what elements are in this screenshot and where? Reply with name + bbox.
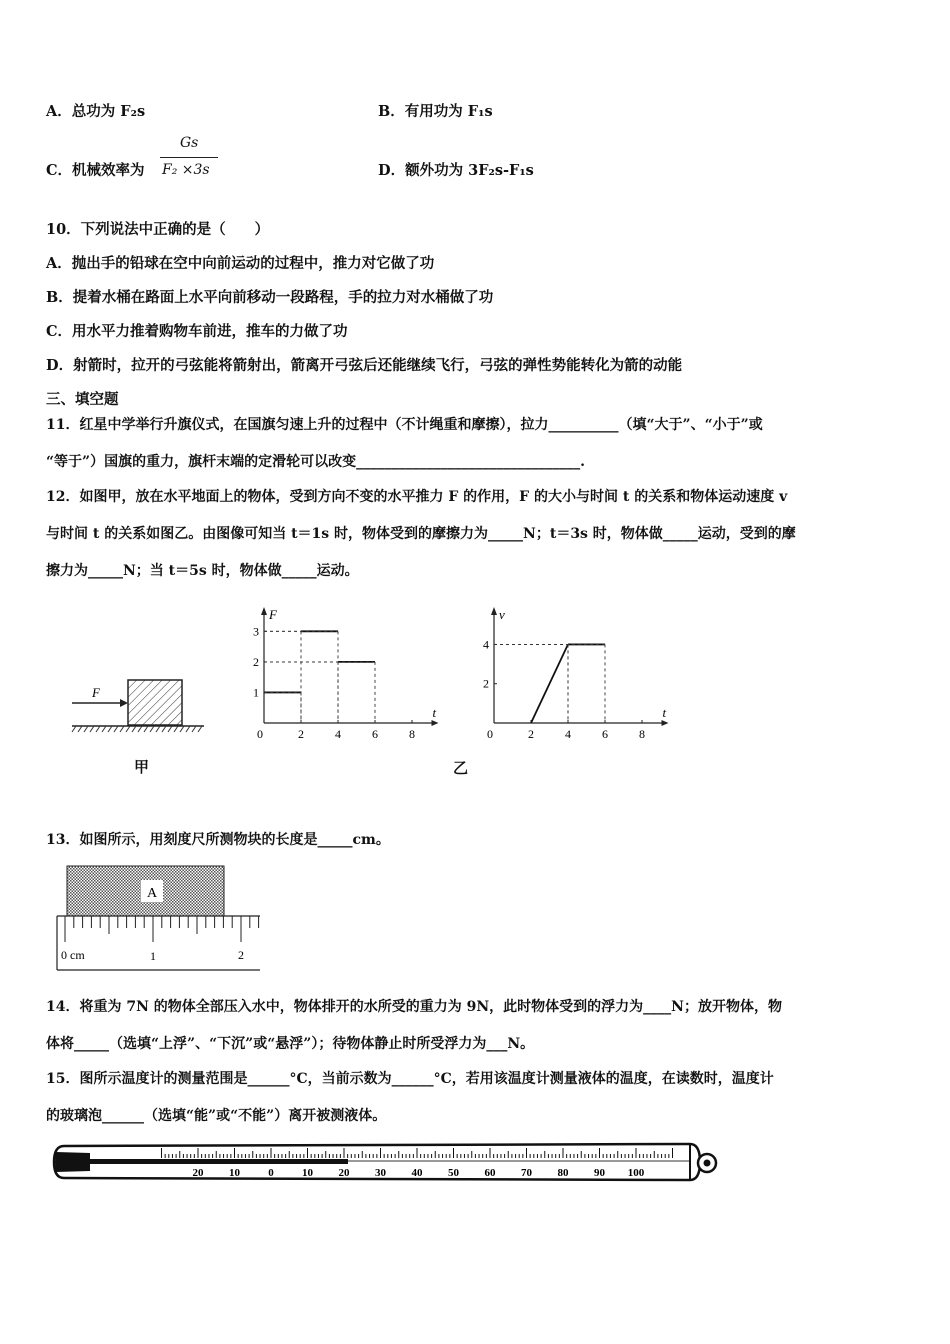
q10-stem: 10．下列说法中正确的是（ ） <box>46 221 270 238</box>
thermometer-scale-label: 60 <box>484 1167 496 1179</box>
velocity-chart-x-label: t <box>662 705 667 720</box>
q9-option-d: D．额外功为 3F₂s-F₁s <box>378 162 534 179</box>
q13-stem: 13．如图所示，用刻度尺所测物块的长度是_____cm。 <box>46 832 390 848</box>
q10-option-b: B．提着水桶在路面上水平向前移动一段路程，手的拉力对水桶做了功 <box>46 289 494 306</box>
force-time-chart <box>250 605 440 745</box>
velocity-chart-y-tick-label: 2 <box>483 676 489 691</box>
force-chart-x-tick-label: 0 <box>257 727 263 741</box>
ruler-figure <box>55 862 270 974</box>
ruler-ticks <box>65 916 259 942</box>
thermometer-scale-label: 50 <box>448 1167 459 1179</box>
thermometer-bulb <box>55 1152 90 1172</box>
thermometer-scale-label: 90 <box>594 1167 605 1179</box>
q14-line-2: 体将_____（选填“上浮”、“下沉”或“悬浮”）；待物体静止时所受浮力为___N。 <box>46 1036 535 1052</box>
q14-line-1: 14．将重为 7N 的物体全部压入水中，物体排开的水所受的重力为 9N，此时物体受到的浮力为____N；放开物体，物 <box>46 999 782 1015</box>
q12-line-1: 12．如图甲，放在水平地面上的物体，受到方向不变的水平推力 F 的作用，F 的大小与时间 t 的关系和物体运动速度 v <box>46 489 788 505</box>
velocity-chart-x-tick-label: 4 <box>565 727 571 741</box>
figure-jia-block-diagram <box>70 670 210 740</box>
velocity-chart-y-label: v <box>499 607 505 622</box>
thermometer-scale-label: 10 <box>302 1167 313 1179</box>
velocity-chart-x-arrow <box>662 720 669 726</box>
q10-option-c: C．用水平力推着购物车前进，推车的力做了功 <box>46 323 348 340</box>
force-chart-y-tick-label: 1 <box>253 685 259 700</box>
q11-line-2: “等于”）国旗的重力，旗杆末端的定滑轮可以改变________________________________. <box>46 454 585 470</box>
velocity-chart-y-tick-label: 4 <box>483 637 489 652</box>
section-title: 三、填空题 <box>46 391 119 408</box>
figure-caption-jia: 甲 <box>134 758 150 776</box>
force-chart-x-tick-label: 4 <box>335 727 341 741</box>
velocity-chart-x-tick-label: 8 <box>639 727 645 741</box>
velocity-chart-x-tick-label: 6 <box>602 727 608 741</box>
fraction-denominator: F₂ ×3s <box>162 162 210 178</box>
ruler-label-0: 0 cm <box>61 948 85 962</box>
liquid-column <box>90 1159 348 1164</box>
force-chart-y-arrow <box>261 607 267 615</box>
ruler-label-2: 2 <box>238 948 244 962</box>
ruler-label-1: 1 <box>150 949 156 963</box>
velocity-chart-x-tick-label: 0 <box>487 727 493 741</box>
force-chart-x-tick-label: 2 <box>298 727 304 741</box>
fraction-bar <box>160 157 218 158</box>
thermometer-scale-label: 20 <box>338 1167 350 1179</box>
force-chart-y-label: F <box>269 607 277 622</box>
force-chart-x-label: t <box>432 705 437 720</box>
thermometer-scale-label: 10 <box>229 1167 240 1179</box>
fraction-numerator: Gs <box>180 135 199 151</box>
force-chart-y-tick-label: 3 <box>253 624 259 639</box>
force-label: F <box>92 685 100 700</box>
velocity-time-chart <box>480 605 670 745</box>
thermometer-figure <box>50 1138 725 1188</box>
q15-line-2: 的玻璃泡______（选填“能”或“不能”）离开被测液体。 <box>46 1108 387 1124</box>
q9-option-b: B．有用功为 F₁s <box>378 103 493 120</box>
thermometer-scale-label: 80 <box>557 1167 569 1179</box>
force-chart-x-tick-label: 6 <box>372 727 378 741</box>
force-chart-y-tick-label: 2 <box>253 654 259 669</box>
hatched-block <box>128 680 182 725</box>
thermometer-scale-label: 20 <box>192 1167 204 1179</box>
thermometer-scale-label: 70 <box>521 1167 532 1179</box>
thermometer-scale-label: 0 <box>268 1167 274 1179</box>
force-chart-x-tick-label: 8 <box>409 727 415 741</box>
velocity-chart-y-arrow <box>491 607 497 615</box>
velocity-chart-x-tick-label: 2 <box>528 727 534 741</box>
q12-line-2: 与时间 t 的关系如图乙。由图像可知当 t＝1s 时，物体受到的摩擦力为_____N；t＝3s 时，物体做_____运动，受到的摩 <box>46 526 796 542</box>
velocity-chart-series-segment <box>531 644 568 723</box>
thermometer-scale-label: 40 <box>411 1167 423 1179</box>
force-chart-x-arrow <box>432 720 439 726</box>
q10-option-a: A．抛出手的铅球在空中向前运动的过程中，推力对它做了功 <box>46 255 435 272</box>
block-label: A <box>146 886 158 901</box>
q12-line-3: 擦力为_____N；当 t＝5s 时，物体做_____运动。 <box>46 563 359 579</box>
thermometer-scale-label: 30 <box>375 1167 386 1179</box>
thermometer-scale-label: 100 <box>627 1167 645 1179</box>
q15-line-1: 15．图所示温度计的测量范围是______°C，当前示数为______°C，若用该温度计测量液体的温度，在读数时，温度计 <box>46 1071 774 1087</box>
q9-option-c-prefix: C．机械效率为 <box>46 162 145 179</box>
q10-option-d: D．射箭时，拉开的弓弦能将箭射出，箭离开弓弦后还能继续飞行，弓弦的弹性势能转化为箭的动能 <box>46 357 683 374</box>
q11-line-1: 11．红星中学举行升旗仪式，在国旗匀速上升的过程中（不计绳重和摩擦），拉力__________（填“大于”、“小于”或 <box>46 417 763 433</box>
figure-caption-yi: 乙 <box>453 759 469 777</box>
q9-option-a: A．总功为 F₂s <box>46 103 146 120</box>
